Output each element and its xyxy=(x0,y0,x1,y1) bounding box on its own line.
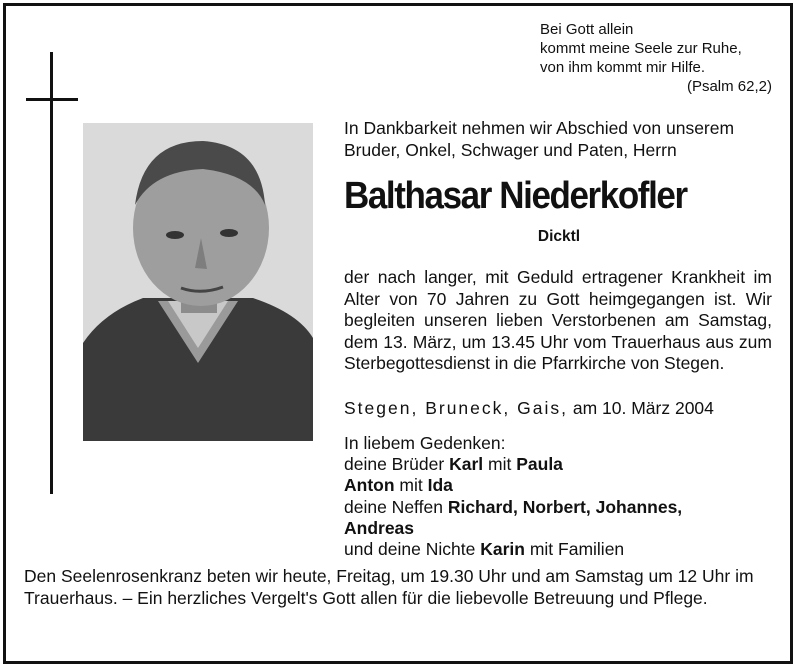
family-line xyxy=(344,518,774,539)
psalm-line: kommt meine Seele zur Ruhe, xyxy=(540,40,742,57)
family-member: Paula xyxy=(516,454,563,475)
psalm-reference: (Psalm 62,2) xyxy=(686,78,772,95)
place-date xyxy=(344,398,772,419)
family-line xyxy=(344,539,774,560)
family-list xyxy=(344,433,774,560)
family-member: Karin xyxy=(480,539,525,560)
family-member: Richard, Norbert, Johannes, xyxy=(447,496,683,517)
psalm-quote xyxy=(540,20,772,96)
cross-icon-bar xyxy=(26,98,78,101)
psalm-line: Bei Gott allein xyxy=(540,21,634,38)
family-line xyxy=(344,454,774,475)
family-member: Anton xyxy=(344,475,395,496)
family-text: mit xyxy=(488,454,512,475)
family-member: Karl xyxy=(449,454,484,475)
announcement-text: der nach langer, mit Geduld ertragener Krankheit im Alter von 70 Jahren zu Gott heimgegangen ist. Wir begleiten unseren lieben Verstorbenen am Samstag, dem 13. März, um 13.45 Uhr vom Trauerhaus aus zum Sterbegottesdienst in die Pfarrkirche von Stegen. xyxy=(344,267,772,373)
family-text: und deine Nichte xyxy=(344,539,476,560)
family-text: mit xyxy=(399,475,423,496)
intro-text xyxy=(344,117,774,161)
deceased-name: Balthasar Niederkofler xyxy=(344,175,687,217)
family-line xyxy=(344,497,774,518)
family-text: deine Neffen xyxy=(344,496,443,517)
portrait-image xyxy=(83,123,313,441)
family-heading: In liebem Gedenken: xyxy=(344,433,506,453)
cross-icon xyxy=(50,52,53,494)
intro-line: Bruder, Onkel, Schwager und Paten, Herrn xyxy=(344,140,677,160)
places: Stegen, Bruneck, Gais, xyxy=(344,398,568,418)
family-member: Ida xyxy=(427,475,453,496)
family-text: deine Brüder xyxy=(344,454,445,475)
deceased-nickname: Dicktl xyxy=(537,228,581,245)
family-text: mit Familien xyxy=(529,539,625,560)
psalm-line: von ihm kommt mir Hilfe. xyxy=(540,59,706,76)
date: am 10. März 2004 xyxy=(572,398,714,418)
family-member: Andreas xyxy=(344,517,415,538)
portrait-photo xyxy=(83,123,313,441)
footer-text: Den Seelenrosenkranz beten wir heute, Freitag, um 19.30 Uhr und am Samstag um 12 Uhr im Trauerhaus. – Ein herzliches Vergelt's Gott allen für die liebevolle Betreuung und Pflege. xyxy=(24,566,754,608)
intro-line: In Dankbarkeit nehmen wir Abschied von unserem xyxy=(344,118,735,138)
family-line xyxy=(344,475,774,496)
